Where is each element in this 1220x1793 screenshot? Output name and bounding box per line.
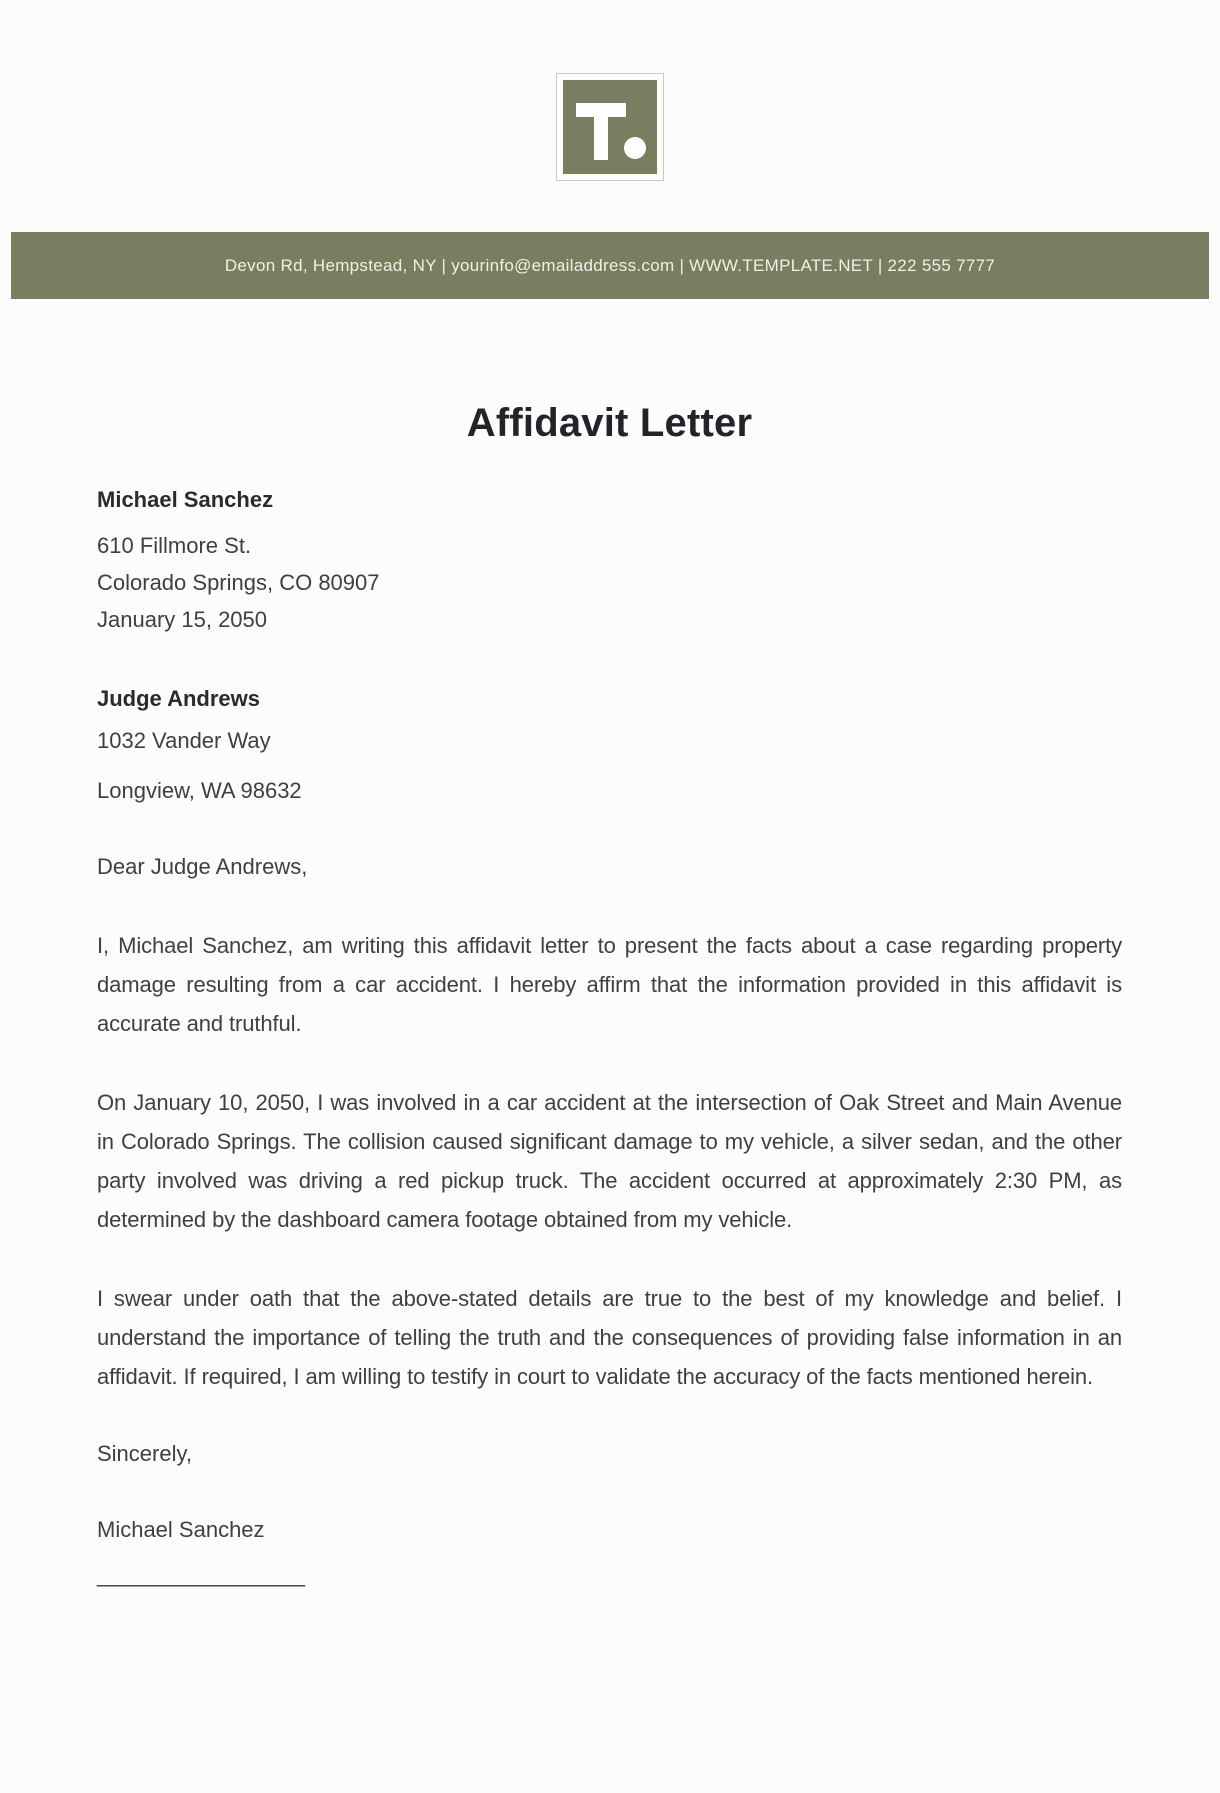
letter-body <box>0 399 1220 1594</box>
brand-logo <box>556 73 664 181</box>
letter-paragraph-1: I, Michael Sanchez, am writing this affidavit letter to present the facts about a case regarding property damage resulting from a car accident. I hereby affirm that the information provided in this affidavit is accurate and truthful. <box>97 933 1122 1036</box>
contact-info-text: Devon Rd, Hempstead, NY | yourinfo@emailaddress.com | WWW.TEMPLATE.NET | 222 555 7777 <box>224 255 996 275</box>
letter-page <box>0 73 1220 1594</box>
sender-city-state-zip: Colorado Springs, CO 80907 <box>97 570 380 595</box>
signature-name: Michael Sanchez <box>97 1517 265 1542</box>
letter-paragraph-3: I swear under oath that the above-stated details are true to the best of my knowledge and belief. I understand the importance of telling the truth and the consequences of providing false information in an affidavit. If required, I am willing to testify in court to validate the accuracy of the facts mentioned herein. <box>97 1286 1122 1389</box>
recipient-name: Judge Andrews <box>97 686 260 711</box>
logo-t-stem <box>594 103 608 160</box>
sender-block <box>97 485 1122 638</box>
logo-dot <box>624 137 646 159</box>
letter-t-with-dot-icon <box>563 80 657 174</box>
valediction: Sincerely, <box>97 1441 192 1466</box>
signature-line: _________________ <box>97 1562 306 1587</box>
recipient-block <box>97 684 1122 809</box>
recipient-address-line: 1032 Vander Way <box>97 728 271 753</box>
letter-date: January 15, 2050 <box>97 607 268 632</box>
sender-address-line: 610 Fillmore St. <box>97 533 252 558</box>
contact-banner <box>11 232 1209 299</box>
salutation: Dear Judge Andrews, <box>97 854 308 879</box>
letter-title: Affidavit Letter <box>466 401 753 445</box>
recipient-city-state-zip: Longview, WA 98632 <box>97 778 302 803</box>
sender-name: Michael Sanchez <box>97 487 274 512</box>
letter-paragraph-2: On January 10, 2050, I was involved in a car accident at the intersection of Oak Street and Main Avenue in Colorado Springs. The collision caused significant damage to my vehicle, a silver sedan, and the other party involved was driving a red pickup truck. The accident occurred at approximately 2:30 PM, as determined by the dashboard camera footage obtained from my vehicle. <box>97 1090 1122 1232</box>
